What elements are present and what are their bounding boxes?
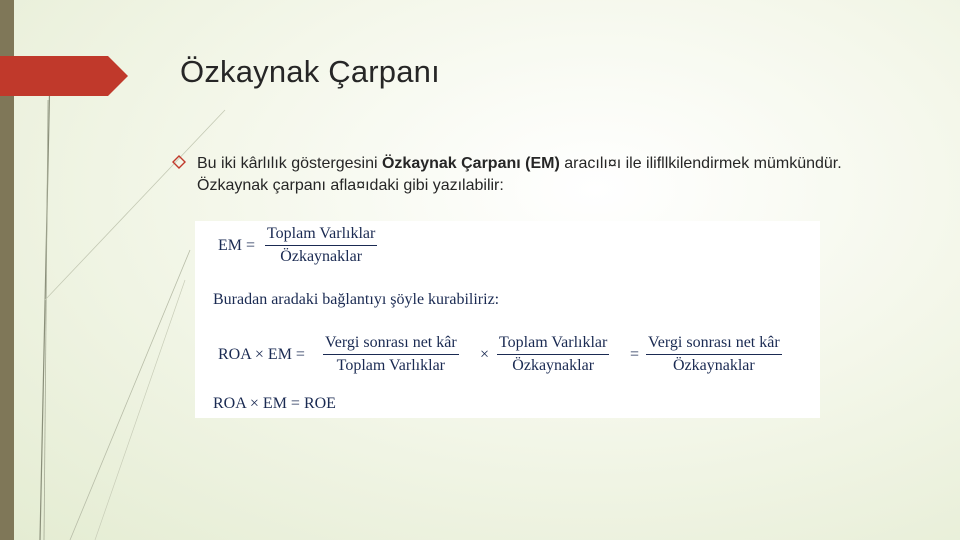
- em-fraction: [265, 225, 377, 266]
- connector-text: Buradan aradaki bağlantıyı şöyle kurabiliriz:: [213, 291, 500, 308]
- diamond-bullet-icon: [172, 155, 186, 169]
- fraction-1-numerator: Vergi sonrası net kâr: [323, 334, 459, 355]
- em-denominator: Özkaynaklar: [280, 248, 363, 265]
- fraction-3-numerator: Vergi sonrası net kâr: [646, 334, 782, 355]
- formula-image: [195, 221, 820, 418]
- fraction-1: [323, 334, 459, 375]
- bullet-text-bold: Özkaynak Çarpanı (EM): [381, 155, 560, 172]
- fraction-2: [497, 334, 609, 375]
- bullet-text: [197, 153, 857, 197]
- bullet-text-end: aracılı¤ı ile ilifllkilendirmek mümkündür. Özkaynak çarpanı afla¤ıdaki gibi yazılabilir:: [197, 155, 842, 194]
- em-numerator: Toplam Varlıklar: [265, 225, 377, 246]
- fraction-1-denominator: Toplam Varlıklar: [336, 357, 445, 374]
- em-lhs: EM =: [218, 237, 256, 254]
- result-formula: ROA × EM = ROE: [213, 395, 336, 412]
- fraction-3-denominator: Özkaynaklar: [672, 357, 755, 374]
- title-accent-tab: [0, 56, 128, 96]
- fraction-2-numerator: Toplam Varlıklar: [497, 334, 609, 355]
- times-sign: ×: [480, 346, 490, 363]
- roa-lhs: ROA × EM =: [218, 346, 305, 363]
- fraction-2-denominator: Özkaynaklar: [512, 357, 595, 374]
- bullet-text-start: Bu iki kârlılık göstergesini: [197, 155, 382, 172]
- fraction-3: [646, 334, 782, 375]
- equals-sign: =: [630, 346, 640, 363]
- slide-title: Özkaynak Çarpanı: [180, 54, 440, 89]
